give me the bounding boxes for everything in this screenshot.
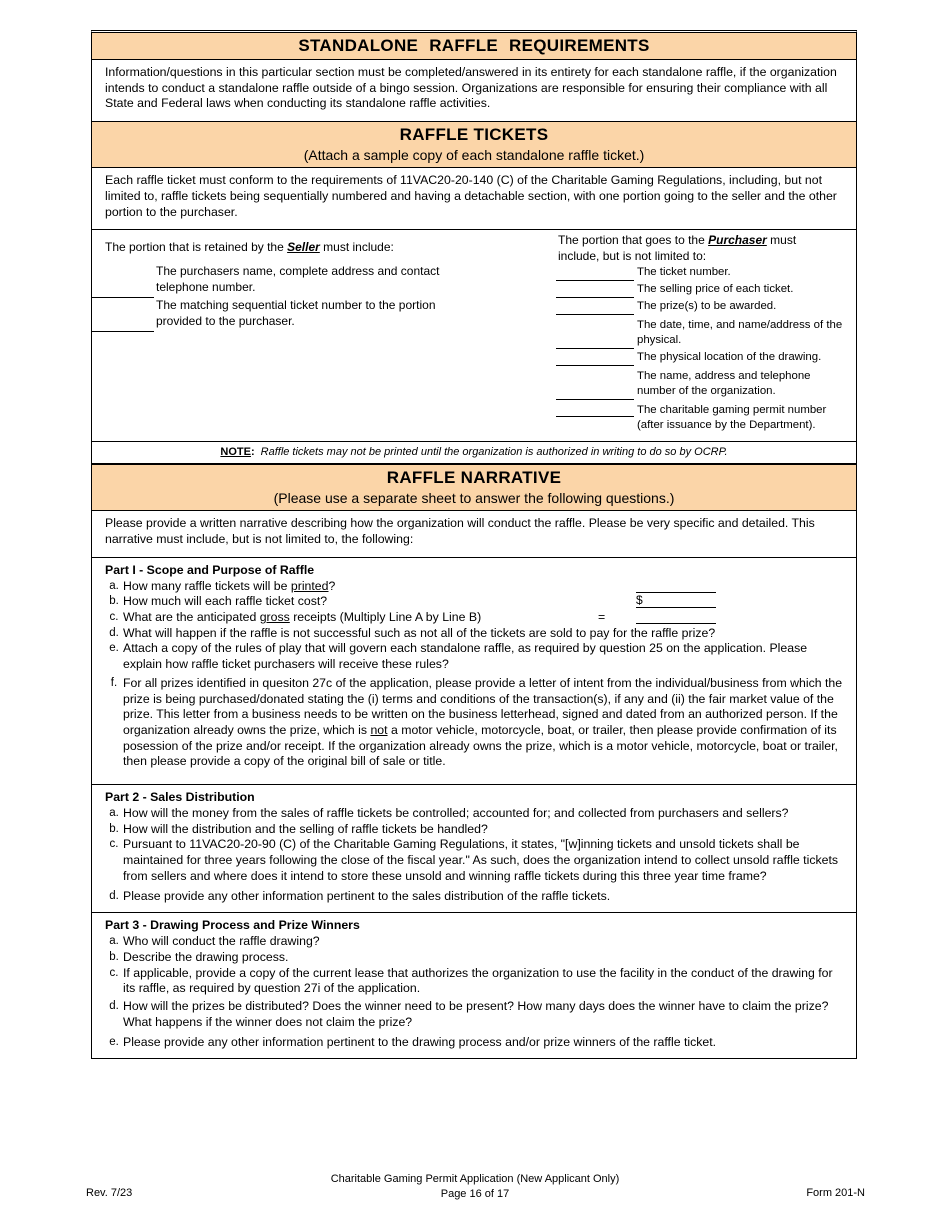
purchaser-role: Purchaser (708, 233, 767, 248)
seller-role: Seller (287, 240, 320, 255)
part-1-question-d: d. What will happen if the raffle is not successful such as not all of the tickets are sold to pay for the raffle prize? (109, 625, 716, 640)
purchaser-check-line-1[interactable] (556, 280, 634, 281)
seller-check-line-2[interactable] (92, 331, 154, 332)
raffle-tickets-intro: Each raffle ticket must conform to the requirements of 11VAC20-20-140 (C) of the Charitable Gaming Regulations, including, but not limited to, raffle tickets being sequentially numbered and having a detachable section, with one portion going to the seller and the other portion to the purchaser. (92, 168, 856, 230)
purchaser-check-line-7[interactable] (556, 416, 634, 417)
footer-page-number: Page 16 of 17 (440, 1188, 510, 1200)
raffle-requirements-form (91, 30, 857, 1059)
part-3-drawing-process (92, 913, 856, 1058)
part-1-question-b: b. How much will each raffle ticket cost? $ (105, 594, 843, 610)
purchaser-item-2: The selling price of each ticket. (637, 283, 794, 296)
printing-note: NOTE: Raffle tickets may not be printed until the organization is authorized in writing to do so by OCRP. (92, 442, 856, 464)
note-label: NOTE (220, 446, 251, 459)
purchaser-check-line-4[interactable] (556, 348, 634, 349)
part-3-question-e: e. Please provide any other information pertinent to the drawing process and/or prize winners of the raffle ticket. (109, 1034, 717, 1049)
part-2-question-d: d. Please provide any other information pertinent to the sales distribution of the raffle tickets. (109, 888, 611, 903)
part-2-question-c: c. Pursuant to 11VAC20-20-90 (C) of the Charitable Gaming Regulations, it states, "[w]inning tickets and unsold tickets shall be maintained for three years following the close of the fiscal year." As such, does the organization intend to collect unsold raffle tickets from sellers and where does it intend to store these unsold and winning raffle tickets during this three year time frame? (109, 837, 839, 883)
part-3-question-a: a. Who will conduct the raffle drawing? (109, 934, 320, 949)
equals-sign: = (598, 610, 606, 625)
tickets-printed-field[interactable] (636, 579, 716, 593)
purchaser-item-7: The charitable gaming permit number (after issuance by the Department). (637, 404, 827, 432)
footer-center (250, 1172, 700, 1202)
ticket-portions (92, 230, 856, 442)
seller-portion-label: The portion that is retained by the Seller must include: (105, 240, 394, 255)
seller-item-2: The matching sequential ticket number to the portion provided to the purchaser. (156, 298, 436, 328)
gross-receipts-field[interactable] (636, 610, 716, 624)
ticket-cost-field[interactable] (636, 594, 716, 608)
raffle-tickets-subheading: (Attach a sample copy of each standalone raffle ticket.) (303, 147, 645, 164)
part-3-title: Part 3 - Drawing Process and Prize Winners (105, 918, 360, 933)
purchaser-check-line-5[interactable] (556, 365, 634, 366)
raffle-tickets-band (92, 122, 856, 168)
purchaser-portion-label: The portion that goes to the Purchaser must include, but is not limited to: (558, 233, 797, 263)
part-1-title: Part I - Scope and Purpose of Raffle (105, 562, 315, 577)
dollar-sign: $ (636, 593, 643, 608)
purchaser-check-line-2[interactable] (556, 297, 634, 298)
purchaser-check-line-3[interactable] (556, 314, 634, 315)
purchaser-item-5: The physical location of the drawing. (637, 351, 822, 364)
purchaser-item-6: The name, address and telephone number of the organization. (637, 370, 811, 398)
raffle-narrative-heading: RAFFLE NARRATIVE (386, 468, 562, 488)
part-3-question-c: c. If applicable, provide a copy of the current lease that authorizes the organization to use the facility in the conduct of the drawing for its raffle, as required by question 27i of the application. (109, 965, 833, 996)
part-3-question-d: d. How will the prizes be distributed? Does the winner need to be present? How many days does the winner have to claim the prize? What happens if the winner does not claim the prize? (109, 999, 829, 1029)
part-2-sales-distribution (92, 785, 856, 913)
narrative-intro: Please provide a written narrative describing how the organization will conduct the raffle. Please be very specific and detailed. This narrative must include, but is not limited to, the following: (92, 511, 856, 557)
raffle-tickets-heading: RAFFLE TICKETS (399, 125, 549, 145)
purchaser-item-4: The date, time, and name/address of the physical. (637, 319, 843, 347)
purchaser-check-line-6[interactable] (556, 399, 634, 400)
part-1-question-f: f. For all prizes identified in quesiton 27c of the application, please provide a letter of intent from the individual/business from which the prize is being purchased/donated stating the (i) terms and conditions of the transaction(s), if any and (ii) the fair market value of the prize. This letter from a business needs to be written on the business letterhead, signed and dated from an authorized person. If the organization already owns the prize, which is not a motor vehicle, motorcycle, boat, or trailer, then please provide confirmation of its posession of the prize and/or receipt. If the organization already owns the prize, which is a motor vehicle, motorcycle, boat or trailer, then please provide a copy of the original bill of sale or title. (110, 675, 843, 769)
footer-form-title: Charitable Gaming Permit Application (New Applicant Only) (330, 1173, 620, 1185)
part-1-question-e: e. Attach a copy of the rules of play that will govern each standalone raffle, as required by question 25 on the application. Please explain how raffle ticket purchasers will receive these rules? (109, 641, 808, 672)
seller-check-line-1[interactable] (92, 297, 154, 298)
raffle-narrative-band (92, 464, 856, 511)
raffle-narrative-subheading: (Please use a separate sheet to answer the following questions.) (273, 490, 675, 507)
part-2-question-b: b. How will the distribution and the selling of raffle tickets be handled? (109, 821, 488, 836)
footer-revision: Rev. 7/23 (86, 1187, 133, 1199)
purchaser-item-1: The ticket number. (637, 266, 731, 279)
part-1-question-c: c. What are the anticipated gross receipts (Multiply Line A by Line B) = (105, 610, 843, 626)
section-title-band (92, 33, 856, 60)
note-text: Raffle tickets may not be printed until the organization is authorized in writing to do so by OCRP. (260, 446, 728, 459)
part-1-question-a: a. How many raffle tickets will be printed? (105, 579, 843, 595)
part-2-question-a: a. How will the money from the sales of raffle tickets be controlled; accounted for; and collected from purchasers and sellers? (109, 806, 789, 821)
seller-item-1: The purchasers name, complete address and contact telephone number. (156, 264, 440, 294)
purchaser-item-3: The prize(s) to be awarded. (637, 300, 777, 313)
part-2-title: Part 2 - Sales Distribution (105, 790, 255, 805)
part-1-scope (92, 558, 856, 785)
footer-form-number: Form 201-N (806, 1187, 865, 1199)
page-title: STANDALONE RAFFLE REQUIREMENTS (298, 36, 650, 55)
intro-text: Information/questions in this particular section must be completed/answered in its entirety for each standalone raffle, if the organization intends to conduct a standalone raffle outside of a bingo session. Organizations are responsible for ensuring their compliance with all State and Federal laws when conducting its standalone raffle activities. (92, 60, 856, 122)
part-3-question-b: b. Describe the drawing process. (109, 949, 289, 964)
